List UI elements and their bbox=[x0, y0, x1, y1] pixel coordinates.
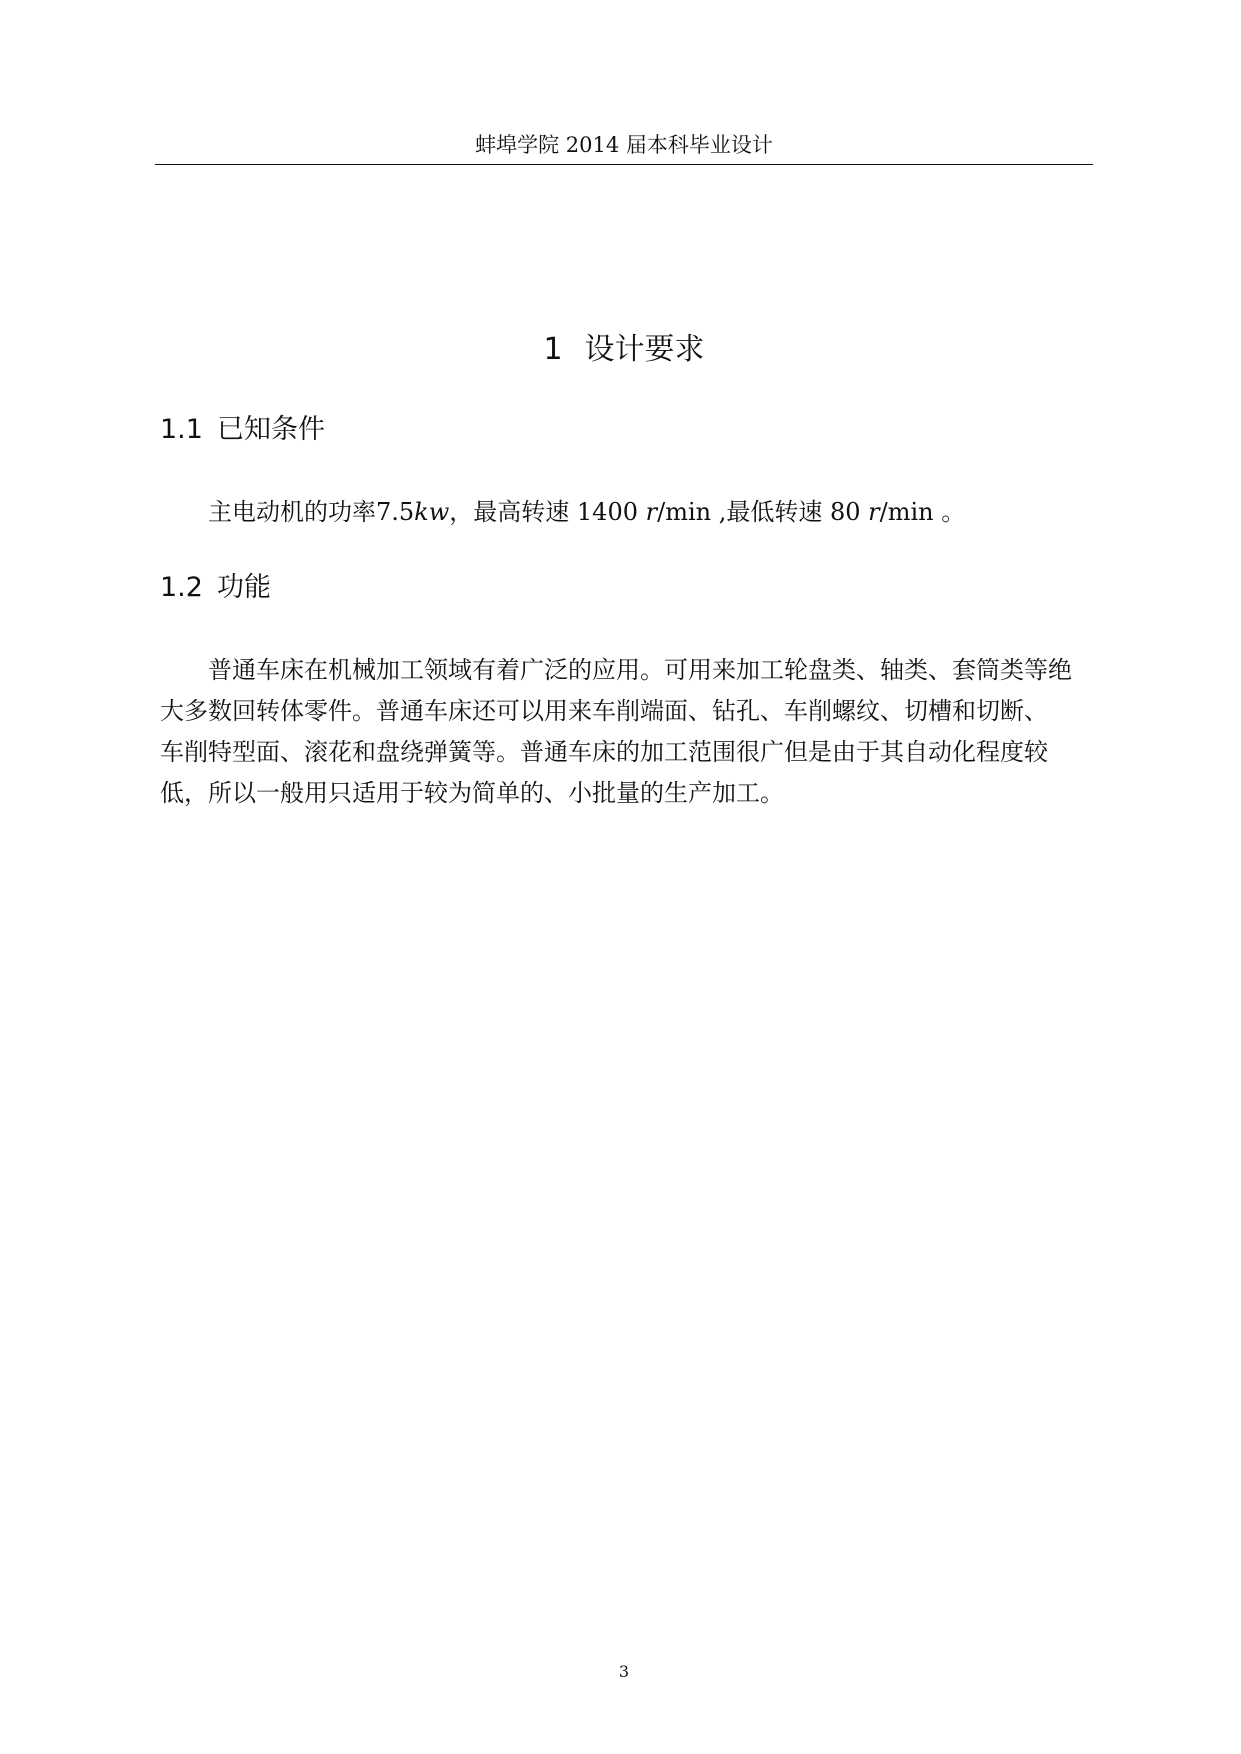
section-title: 功能 bbox=[216, 572, 271, 603]
running-header: 蚌埠学院 2014 届本科毕业设计 bbox=[475, 133, 773, 157]
text-run: 。 bbox=[933, 498, 966, 526]
speed-unit-r: r bbox=[868, 498, 880, 526]
section-number: 1.1 bbox=[160, 414, 203, 445]
text-run: ,最低转速 bbox=[711, 498, 830, 526]
header-divider bbox=[155, 164, 1093, 165]
power-value: 7.5 bbox=[376, 498, 415, 526]
section-number: 1.2 bbox=[160, 572, 203, 603]
power-unit: kw bbox=[414, 498, 450, 526]
known-conditions-paragraph bbox=[160, 494, 1090, 530]
chapter-title bbox=[155, 330, 1093, 370]
text-run: 主电动机的功率 bbox=[208, 498, 376, 526]
paragraph-line: 大多数回转体零件。普通车床还可以用来车削端面、钻孔、车削螺纹、切槽和切断、 bbox=[160, 697, 1048, 725]
min-speed-value: 80 bbox=[829, 498, 861, 526]
paragraph-line: 普通车床在机械加工领域有着广泛的应用。可用来加工轮盘类、轴类、套筒类等绝 bbox=[208, 656, 1072, 684]
function-paragraph bbox=[160, 650, 1090, 814]
max-speed-value: 1400 bbox=[576, 498, 638, 526]
page-number: 3 bbox=[618, 1662, 630, 1681]
chapter-number: 1 bbox=[543, 332, 563, 367]
section-heading-1-2 bbox=[160, 570, 271, 606]
speed-unit-rest: /min bbox=[657, 498, 712, 526]
paragraph-line: 低，所以一般用只适用于较为简单的、小批量的生产加工。 bbox=[160, 779, 784, 807]
chapter-title-text: 设计要求 bbox=[584, 332, 705, 367]
text-run: ，最高转速 bbox=[449, 498, 577, 526]
paragraph-line: 车削特型面、滚花和盘绕弹簧等。普通车床的加工范围很广但是由于其自动化程度较 bbox=[160, 738, 1048, 766]
speed-unit-rest: /min bbox=[879, 498, 934, 526]
speed-unit-r: r bbox=[645, 498, 658, 526]
section-heading-1-1 bbox=[160, 412, 325, 448]
section-title: 已知条件 bbox=[216, 414, 325, 445]
